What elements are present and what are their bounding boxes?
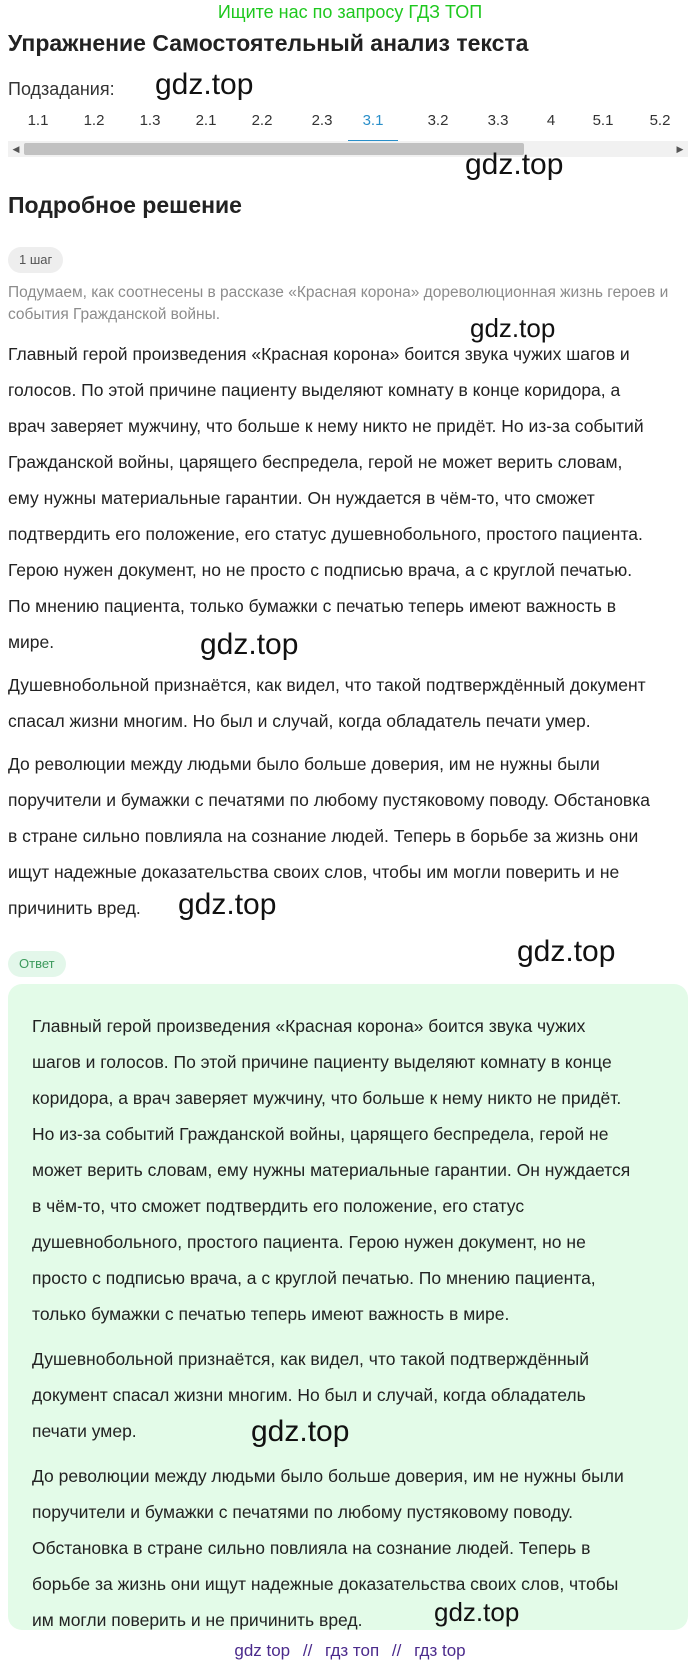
answer-line: просто с подписью врача, а с круглой печатью. По мнению пациента, (32, 1268, 596, 1288)
solution-line: Гражданской войны, царящего беспредела, герой не может верить словам, (8, 452, 623, 472)
answer-line: Душевнобольной признаётся, как видел, что такой подтверждённый (32, 1349, 590, 1369)
answer-line: в чём-то, что сможет подтвердить его положение, его статус (32, 1196, 525, 1216)
solution-line: Главный герой произведения «Красная корона» боится звука чужих шагов и (8, 344, 630, 364)
promo-banner[interactable]: Ищите нас по запросу ГДЗ ТОП (217, 2, 483, 22)
watermark: gdz.top (200, 628, 299, 661)
footer-links (0, 1641, 700, 1661)
footer-link[interactable]: гдз top (414, 1641, 466, 1660)
solution-line: голосов. По этой причине пациенту выделяют комнату в конце коридора, а (8, 380, 621, 400)
tab-2-1[interactable]: 2.1 (195, 112, 217, 129)
subtasks-label: Подзадания: (8, 79, 115, 99)
section-title: Подробное решение (8, 192, 242, 218)
answer-line: Обстановка в стране сильно повлияла на сознание людей. Теперь в (32, 1538, 591, 1558)
tab-2-3[interactable]: 2.3 (311, 112, 333, 129)
watermark: gdz.top (251, 1415, 350, 1448)
solution-line: врач заверяет мужчину, что больше к нему никто не придёт. Но из-за событий (8, 416, 644, 436)
tab-1-2[interactable]: 1.2 (83, 112, 105, 129)
tab-1-1[interactable]: 1.1 (27, 112, 49, 129)
answer-line: душевнобольного, простого пациента. Герою нужен документ, но не (32, 1232, 586, 1252)
watermark: gdz.top (465, 148, 564, 181)
answer-badge: Ответ (8, 951, 66, 977)
scrollbar-thumb[interactable] (24, 143, 524, 155)
tabs-scrollbar[interactable] (8, 141, 688, 157)
answer-line: шагов и голосов. По этой причине пациенту выделяют комнату в конце (32, 1052, 612, 1072)
answer-line: борьбе за жизнь они ищут надежные доказательства своих слов, чтобы (32, 1574, 619, 1594)
footer-link[interactable]: gdz top (234, 1641, 291, 1660)
scroll-left-arrow-icon[interactable]: ◀ (12, 144, 20, 154)
footer-separator: // (302, 1641, 313, 1660)
answer-line: им могли поверить и не причинить вред. (32, 1610, 363, 1630)
tab-3-2[interactable]: 3.2 (427, 112, 449, 129)
answer-line: может верить словам, ему нужны материальные гарантии. Он нуждается (32, 1160, 631, 1180)
watermark: gdz.top (470, 313, 556, 343)
solution-line: причинить вред. (8, 898, 141, 918)
page-title: Упражнение Самостоятельный анализ текста (8, 30, 529, 56)
tab-3-3[interactable]: 3.3 (487, 112, 509, 129)
solution-line: ему нужны материальные гарантии. Он нуждается в чём-то, что сможет (8, 488, 595, 508)
tab-1-3[interactable]: 1.3 (139, 112, 161, 129)
footer-link[interactable]: гдз топ (325, 1641, 380, 1660)
solution-line: подтвердить его положение, его статус душевнобольного, простого пациента. (8, 524, 643, 544)
tab-2-2[interactable]: 2.2 (251, 112, 273, 129)
watermark: gdz.top (434, 1597, 520, 1627)
watermark: gdz.top (178, 888, 277, 921)
step-badge: 1 шаг (8, 247, 63, 273)
watermark: gdz.top (155, 68, 254, 101)
scroll-right-arrow-icon[interactable]: ▶ (676, 144, 684, 154)
solution-line: поручители и бумажки с печатями по любому пустяковому поводу. Обстановка (8, 790, 650, 810)
solution-line: мире. (8, 632, 55, 652)
solution-line: спасал жизни многим. Но был и случай, когда обладатель печати умер. (8, 711, 591, 731)
solution-line: До революции между людьми было больше доверия, им не нужны были (8, 754, 600, 774)
answer-line: До революции между людьми было больше доверия, им не нужны были (32, 1466, 624, 1486)
tab-5-1[interactable]: 5.1 (592, 112, 614, 129)
subtask-tabs (8, 106, 688, 142)
watermark: gdz.top (517, 935, 616, 968)
tab-5-2[interactable]: 5.2 (649, 112, 671, 129)
hint-text: Подумаем, как соотнесены в рассказе «Красная корона» дореволюционная жизнь героев и события Гражданской войны. (8, 284, 669, 323)
tab-4[interactable]: 4 (546, 112, 556, 129)
solution-line: По мнению пациента, только бумажки с печатью теперь имеют важность в (8, 596, 617, 616)
answer-line: печати умер. (32, 1421, 137, 1441)
answer-line: только бумажки с печатью теперь имеют важность в мире. (32, 1304, 510, 1324)
solution-line: Душевнобольной признаётся, как видел, что такой подтверждённый документ (8, 675, 646, 695)
answer-line: поручители и бумажки с печатями по любому пустяковому поводу. (32, 1502, 573, 1522)
answer-line: Главный герой произведения «Красная корона» боится звука чужих (32, 1016, 586, 1036)
solution-line: Герою нужен документ, но не просто с подписью врача, а с круглой печатью. (8, 560, 633, 580)
solution-line: в стране сильно повлияла на сознание людей. Теперь в борьбе за жизнь они (8, 826, 639, 846)
answer-line: документ спасал жизни многим. Но был и случай, когда обладатель (32, 1385, 586, 1405)
solution-line: ищут надежные доказательства своих слов, чтобы им могли поверить и не (8, 862, 620, 882)
answer-line: Но из-за событий Гражданской войны, царящего беспредела, герой не (32, 1124, 609, 1144)
answer-line: коридора, а врач заверяет мужчину, что больше к нему никто не придёт. (32, 1088, 622, 1108)
footer-separator: // (391, 1641, 402, 1660)
tab-3-1[interactable]: 3.1 (348, 106, 398, 142)
